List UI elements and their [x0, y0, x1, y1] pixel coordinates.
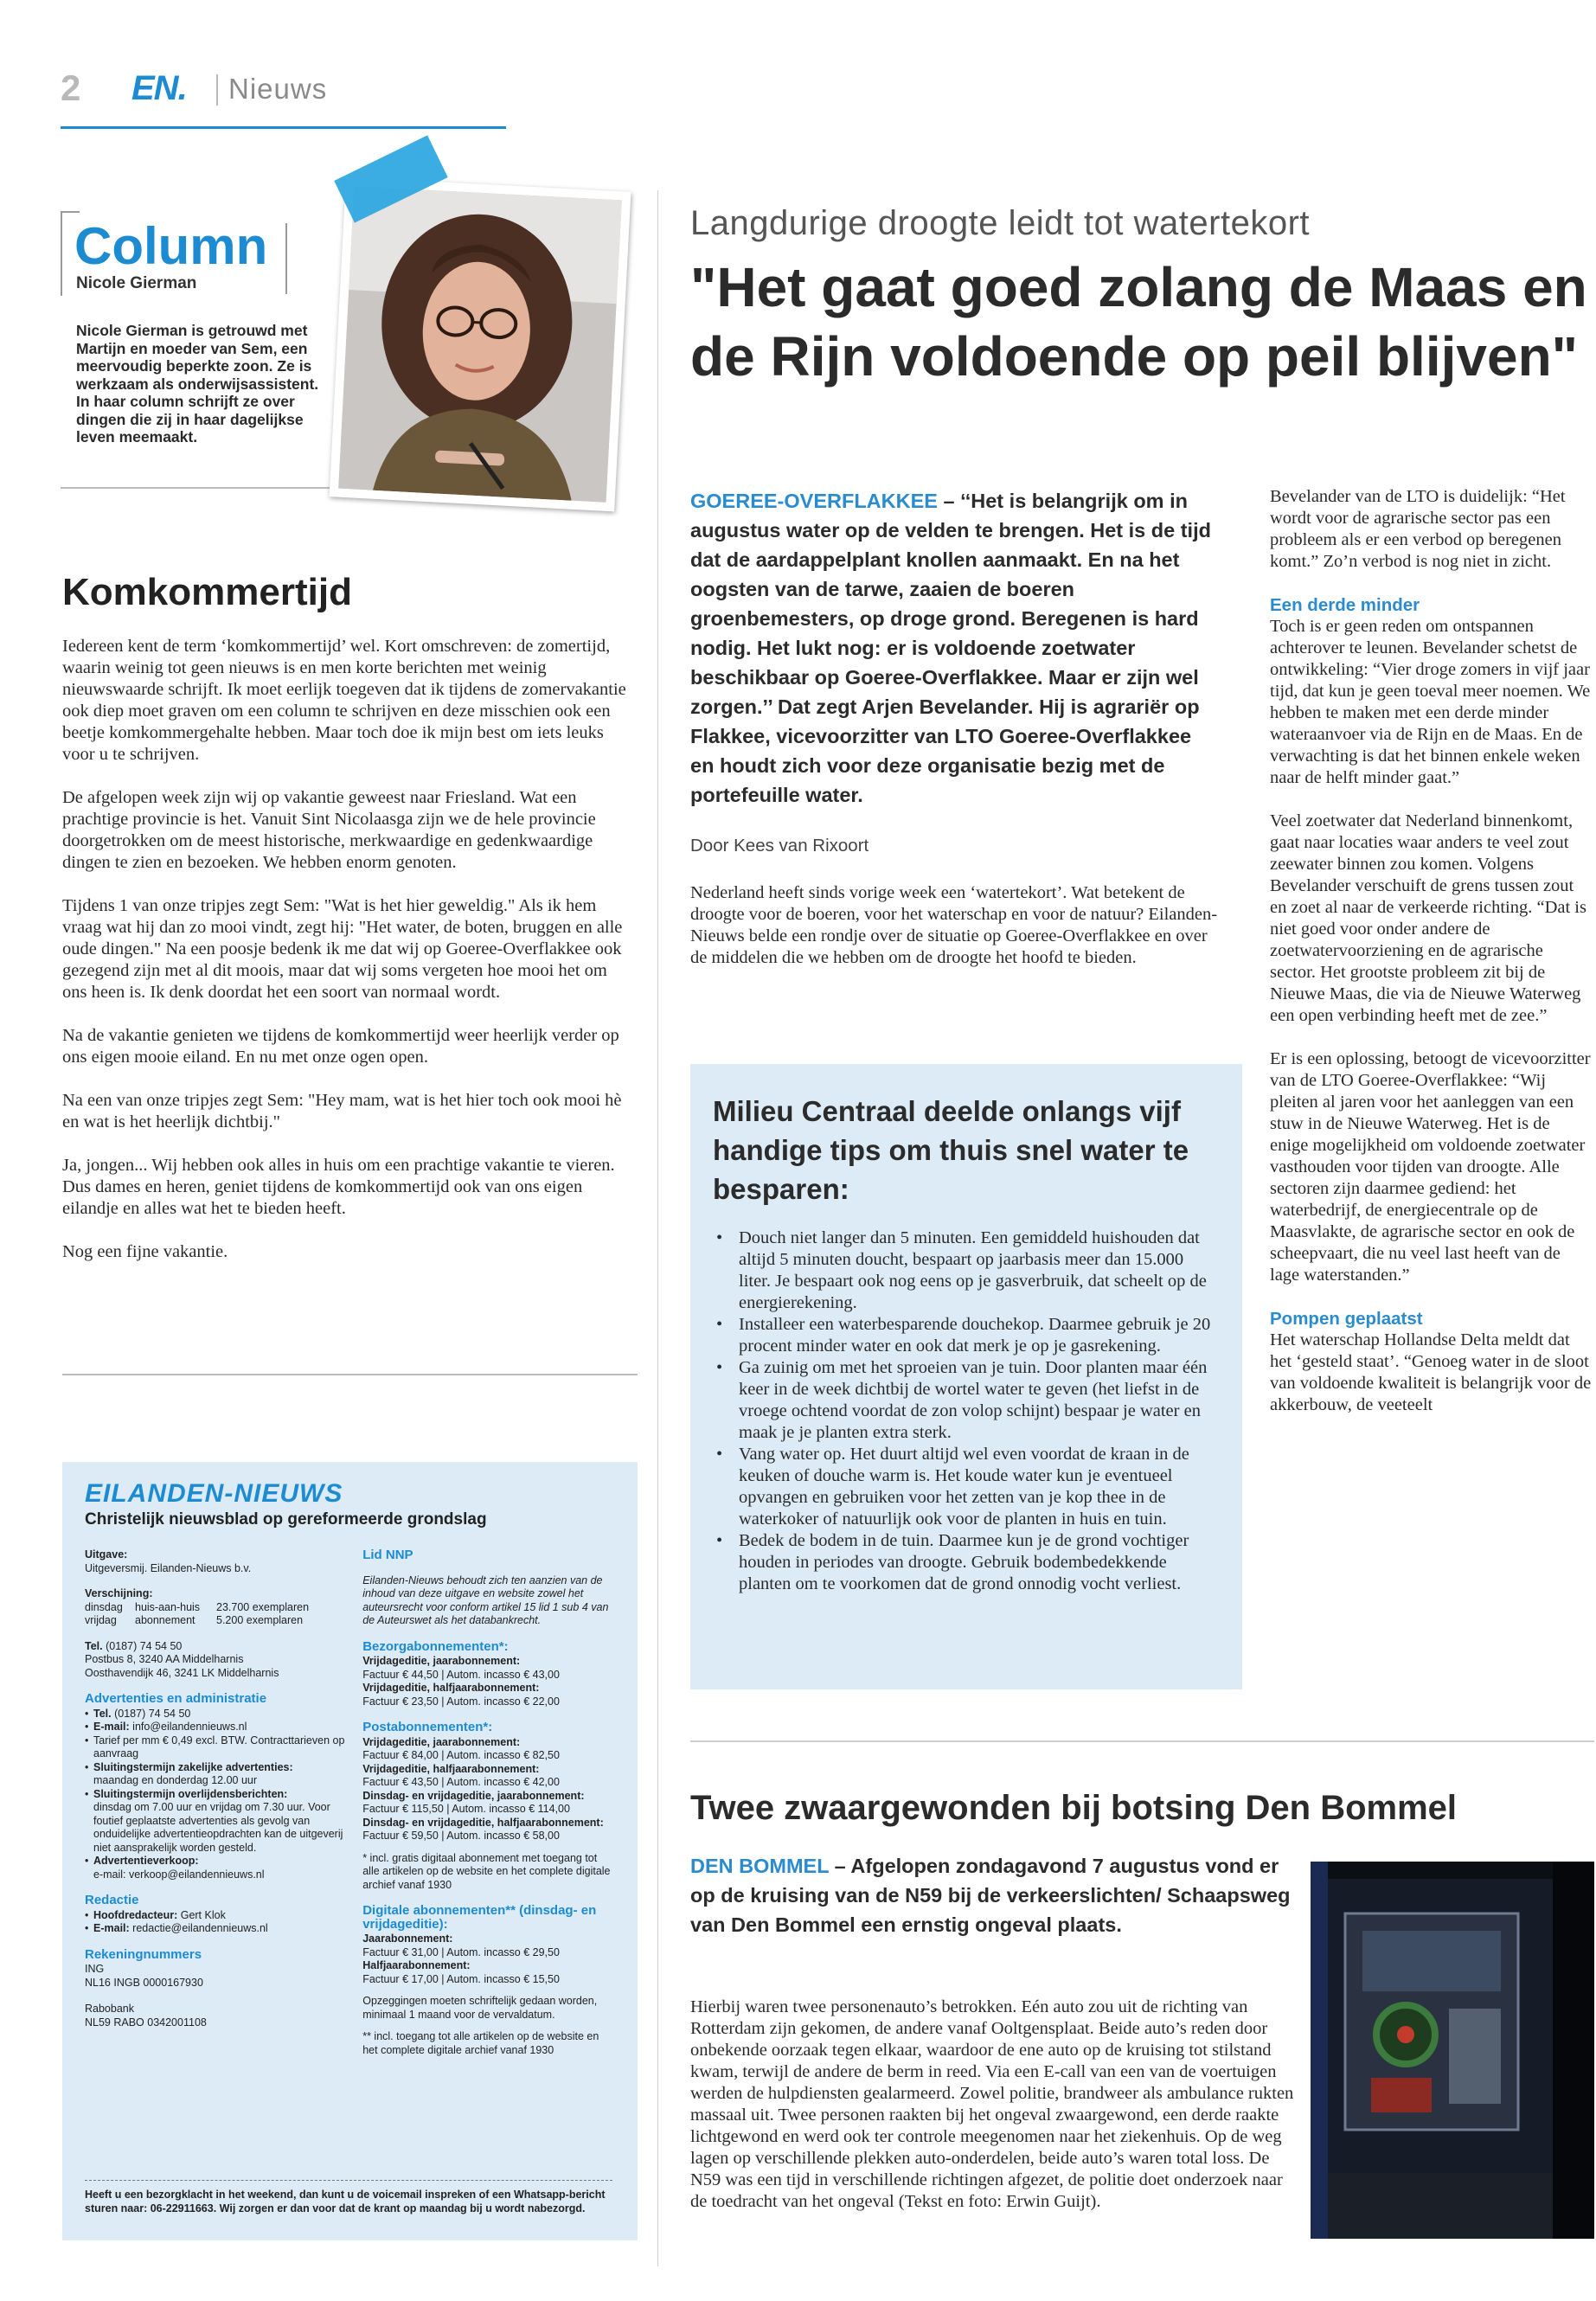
column-author: Nicole Gierman: [76, 274, 197, 292]
uitgave-value: Uitgeversmij. Eilanden-Nieuws b.v.: [85, 1561, 252, 1574]
rekening-line: NL59 RABO 0342001108: [85, 2016, 207, 2029]
article-paragraph: Bevelander van de LTO is duidelijk: “Het wordt voor de agrarische sector pas een probleem als er een verbod op beregenen komt.” Zo’n verbod is nog niet in zicht.: [1270, 487, 1566, 571]
article2-lead: [690, 1851, 1296, 1939]
price-label: Halfjaarabonnement:: [362, 1959, 471, 1971]
article2-dateline: DEN BOMMEL: [690, 1855, 830, 1877]
article-paragraph: Er is een oplossing, betoogt de vicevoorzitter van de LTO Goeree-Overflakkee: “Wij pleiten al jaren voor het aanleggen van een stuw in de Nieuwe Waterweg. Het is de enige mogelijkheid om voldoende zoetwater vasthouden voor tijden van droogte. Alle sectoren zijn daarmee gediend: het waterbedrijf, de energiecentrale op de Maasvlakte, de agrarische sector en ook de scheepvaart, die nu veel last heeft van de lage waterstanden.”: [1270, 1049, 1591, 1285]
post-heading: Postabonnementen*:: [362, 1720, 493, 1734]
address-line: Postbus 8, 3240 AA Middelharnis: [85, 1653, 244, 1665]
column-paragraph: Na een van onze tripjes zegt Sem: "Hey mam, wat is het hier toch ook mooi hè en wat is het heerlijk dichtbij.": [62, 1091, 622, 1131]
price-value: Factuur € 115,50 | Autom. incasso € 114,00: [362, 1803, 570, 1815]
article-right-column: [1270, 486, 1592, 1438]
price-label: Vrijdageditie, jaarabonnement:: [362, 1655, 521, 1667]
price-value: Factuur € 43,50 | Autom. incasso € 42,00: [362, 1776, 560, 1788]
colophon-subtitle: Christelijk nieuwsblad op gereformeerde grondslag: [85, 1510, 487, 1529]
post-note: * incl. gratis digitaal abonnement met toegang tot alle artikelen op de website en het complete digitale archief vanaf 1930: [362, 1851, 611, 1891]
digi-note: ** incl. toegang tot alle artikelen op de website en het complete digitale archief vanaf 1930: [362, 2030, 599, 2056]
article-headline[interactable]: "Het gaat goed zolang de Maas en de Rijn voldoende op peil blijven": [690, 256, 1587, 388]
article-subheading: Een derde minder: [1270, 595, 1420, 615]
accident-photo-image: [1311, 1862, 1594, 2239]
page-number: 2: [61, 67, 81, 108]
brand-logo[interactable]: EN.: [131, 69, 187, 107]
column-frame-top: [61, 211, 80, 213]
column-paragraph: Iedereen kent de term ‘komkommertijd’ wel. Kort omschreven: de zomertijd, waarin weinig tot geen nieuws is en men korte berichten met weinig nieuwswaarde schrijft. Ik moet eerlijk toegeven dat ik tijdens de zomervakantie ook diep moet graven om een column te schrijven en deze misschien ook een beetje komkommergehalte hebben. Maar toch doe ik mijn best om iets leuks voor u te schrijven.: [62, 637, 626, 764]
price-value: Factuur € 44,50 | Autom. incasso € 43,00: [362, 1668, 560, 1681]
price-value: Factuur € 59,50 | Autom. incasso € 58,00: [362, 1830, 560, 1842]
column-frame-divider: [285, 223, 287, 294]
colophon-left-column: [85, 1548, 354, 2069]
colophon-box: [62, 1462, 638, 2240]
price-label: Vrijdageditie, halfjaarabonnement:: [362, 1682, 540, 1694]
adv-item: • Tarief per mm € 0,49 excl. BTW. Contracttarieven op aanvraag: [85, 1734, 354, 1761]
verschijning-row: dinsdag huis-aan-huis 23.700 exemplaren: [85, 1600, 310, 1613]
uitgave-label: Uitgave:: [85, 1548, 128, 1561]
article-lead-text: – ‘‘Het is belangrijk om in augustus water op de velden te brengen. Het is de tijd dat de aardappelplant knollen aanmaakt. En na het oogsten van de tarwe, zaaien de boeren groenbemesters, op droge grond. Beregenen is hard nodig. Het lukt nog: er is voldoende zoetwater beschikbaar op Goeree-Overflakkee. Maar er zijn wel zorgen.’’ Dat zegt Arjen Bevelander. Hij is agrariër op Flakkee, vicevoorzitter van LTO Goeree-Overflakkee en houdt zich voor deze organisatie bezig met de portefeuille water.: [690, 490, 1211, 806]
advertenties-heading: Advertenties en administratie: [85, 1691, 267, 1706]
column-end-rule: [62, 1374, 638, 1375]
tip-item: • Vang water op. Het duurt altijd wel even voordat de kraan in de keuken of douche warm is. Het koude water kun je eventueel opvangen en gebruiken voor het zetten van je kop thee in de waterkoker of natuurlijk ook voor de planten in huis en tuin.: [713, 1444, 1220, 1530]
adv-item[interactable]: • Tel. (0187) 74 54 50: [85, 1708, 354, 1721]
header-divider: [216, 74, 218, 106]
tip-item: • Installeer een waterbesparende douchekop. Daarmee gebruik je 20 procent minder water en ook dat merk je op je gasrekening.: [713, 1314, 1220, 1357]
price-value: Factuur € 84,00 | Autom. incasso € 82,50: [362, 1749, 560, 1761]
price-label: Jaarabonnement:: [362, 1932, 453, 1945]
address-line: Oosthavendijk 46, 3241 LK Middelharnis: [85, 1666, 279, 1679]
author-portrait-image: [338, 186, 622, 503]
article-kicker: Langdurige droogte leidt tot watertekort: [690, 204, 1310, 242]
colophon-footer: Heeft u een bezorgklacht in het weekend, dan kunt u de voicemail inspreken of een Whatsapp-bericht sturen naar: 06-22911663. Wij zorgen er dan voor dat de krant op maandag bij u wordt nabezorgd.: [85, 2180, 612, 2215]
column-bio: Nicole Gierman is getrouwd met Martijn en moeder van Sem, een meervoudig beperkte zoon. Ze is werkzaam als onderwijsassistent. In haar column schrijft ze over dingen die zij in haar dagelijkse leven meemaakt.: [76, 322, 319, 445]
phone-line[interactable]: Tel. (0187) 74 54 50: [85, 1639, 183, 1652]
colophon-logo: EILANDEN-NIEUWS: [85, 1479, 343, 1508]
tips-box: [690, 1064, 1242, 1689]
author-photo: [330, 177, 631, 512]
adv-item[interactable]: • Advertentieverkoop: e-mail: verkoop@eilandennieuws.nl: [85, 1855, 354, 1881]
price-label: Dinsdag- en vrijdageditie, halfjaarabonnement:: [362, 1816, 604, 1829]
digi-heading: Digitale abonnementen** (dinsdag- en vrijdageditie):: [362, 1903, 597, 1932]
tip-item: • Douch niet langer dan 5 minuten. Een gemiddeld huishouden dat altijd 5 minuten doucht, bespaart op jaarbasis meer dan 15.000 liter. Je bespaart ook nog eens op je gasverbruik, dat scheelt op de energierekening.: [713, 1227, 1220, 1314]
column-body: [62, 636, 633, 1285]
redactie-item[interactable]: • E-mail: redactie@eilandennieuws.nl: [85, 1922, 354, 1936]
redactie-heading: Redactie: [85, 1893, 139, 1907]
column-paragraph: Tijdens 1 van onze tripjes zegt Sem: "Wat is het hier geweldig." Als ik hem vraag wat hij dan zo mooi vindt, zegt hij: "Het water, de boten, bruggen en alle oude dingen." Na een poosje bedenk ik me dat wij op Goeree-Overflakkee ook gezegend zijn met al dit moois, maar dat wij soms vergeten hoe mooi het om ons heen is. Ik denk doordat het een soort van normaal wordt.: [62, 896, 623, 1002]
column-paragraph: Nog een fijne vakantie.: [62, 1242, 228, 1261]
adv-item: • Sluitingstermijn zakelijke advertenties: maandag en donderdag 12.00 uur: [85, 1761, 354, 1788]
article-intro: Nederland heeft sinds vorige week een ‘watertekort’. Wat betekent de droogte voor de boeren, voor het waterschap en voor de natuur? Eilanden-Nieuws belde een rondje over de situatie op Goeree-Overflakkee en over de middelen die we hebben om de droogte het hoofd te bieden.: [690, 883, 1218, 967]
column-paragraph: Ja, jongen... Wij hebben ook alles in huis om een prachtige vakantie te vieren. Dus dames en heren, geniet tijdens de komkommertijd ook van ons eigen eilandje en alles wat het te bieden heeft.: [62, 1156, 615, 1218]
column-label: Column: [74, 217, 268, 275]
verschijning-row: vrijdag abonnement 5.200 exemplaren: [85, 1614, 304, 1626]
tip-item: • Bedek de bodem in de tuin. Daarmee kun je de grond vochtiger houden in periodes van droogte. Gebruik bodembedekkende planten om te voorkomen dat de grond onnodig vocht verliest.: [713, 1530, 1220, 1595]
article2-headline[interactable]: Twee zwaargewonden bij botsing Den Bommel: [690, 1789, 1458, 1827]
lid-heading: Lid NNP: [362, 1548, 413, 1562]
price-value: Factuur € 17,00 | Autom. incasso € 15,50: [362, 1972, 560, 1985]
price-value: Factuur € 31,00 | Autom. incasso € 29,50: [362, 1945, 560, 1958]
lid-text: Eilanden-Nieuws behoudt zich ten aanzien van de inhoud van deze uitgave en website zowel het auteursrecht voor conform artikel 15 lid 1 sub 4 van de Auteurswet als het databankrecht.: [362, 1574, 609, 1626]
colophon-right-column: [362, 1548, 615, 2069]
column-bio-rule: [61, 487, 337, 489]
article-paragraph: Veel zoetwater dat Nederland binnenkomt, gaat naar locaties waar anders te veel zout zeewater binnen zou komen. Volgens Bevelander verschuift de grens tussen zout en zoet al naar de verkeerde richting. “Dat is niet goed voor onder andere de zoetwatervoorziening en de agrarische sector. Het grootste probleem zit bij de Nieuwe Maas, die via de Nieuwe Waterweg een open verbinding heeft met de zee.”: [1270, 811, 1586, 1025]
article-paragraph: Toch is er geen reden om ontspannen achterover te leunen. Bevelander schetst de ontwikkeling: “Vier droge zomers in vijf jaar tijd, dat kun je geen toeval meer noemen. We hebben te maken met een derde minder wateraanvoer via de Rijn en de Maas. En de verwachting is dat het binnen enkele weken naar de helft minder gaat.”: [1270, 617, 1591, 787]
article-paragraph: Het waterschap Hollandse Delta meldt dat het ‘gesteld staat’. “Genoeg water in de sloot van voldoende kwaliteit is belangrijk voor de akkerbouw, de veeteelt: [1270, 1330, 1592, 1414]
price-value: Factuur € 23,50 | Autom. incasso € 22,00: [362, 1695, 560, 1708]
rekening-heading: Rekeningnummers: [85, 1946, 202, 1962]
article2-body: Hierbij waren twee personenauto’s betrokken. Eén auto zou uit de richting van Rotterdam zijn gekomen, de andere vanaf Ooltgensplaat. Beide auto’s reden door onbekende oorzaak tegen elkaar, waardoor de ene auto op de kruising tot stilstand kwam, terwijl de andere de berm in reed. Via een E-call van een van de voertuigen werden de hulpdiensten gealarmeerd. Zowel politie, brandweer als ambulance rukten massaal uit. Twee personen raakten bij het ongeval zwaargewond, een derde raakte lichtgewond en werd ook ter controle meegenomen naar het ziekenhuis. Op de weg lagen op verschillende plekken auto-onderdelen, beide auto’s waren total loss. De N59 was een tijd in verschillende richtingen afgezet, de politie doet onderzoek naar de toedracht van het ongeval (Tekst en foto: Erwin Guijt).: [690, 1997, 1294, 2211]
price-label: Vrijdageditie, jaarabonnement:: [362, 1735, 521, 1748]
redactie-item: • Hoofdredacteur: Gert Klok: [85, 1909, 354, 1923]
tip-item: • Ga zuinig om met het sproeien van je tuin. Door planten maar één keer in de week dichtbij de wortel water te geven (het liefst in de vroege ochtend voordat de zon volop schijnt) bespaar je water en maak je je planten extra sterk.: [713, 1357, 1220, 1444]
column-frame-left: [61, 211, 62, 296]
column-title: Komkommertijd: [62, 571, 352, 613]
article-separator: [690, 1740, 1594, 1742]
article-dateline: GOEREE-OVERFLAKKEE: [690, 490, 938, 512]
price-label: Dinsdag- en vrijdageditie, jaarabonnement:: [362, 1789, 585, 1802]
article-lead: [690, 486, 1220, 810]
column-separator: [657, 190, 658, 2266]
rekening-line: NL16 INGB 0000167930: [85, 1976, 203, 1989]
column-paragraph: De afgelopen week zijn wij op vakantie geweest naar Friesland. Wat een prachtige provincie is het. Vanuit Sint Nicolaasga zijn we de hele provincie doorgetrokken om de meest historische, merkwaardige en gedenkwaardige dingen te zien en bezoeken. We hebben enorm genoten.: [62, 788, 596, 872]
column-paragraph: Na de vakantie genieten we tijdens de komkommertijd weer heerlijk verder op ons eigen mooie eiland. En nu met onze ogen open.: [62, 1026, 619, 1067]
rekening-line: Rabobank: [85, 2003, 134, 2015]
verschijning-label: Verschijning:: [85, 1587, 153, 1599]
header-rule: [61, 126, 506, 129]
tips-list: [713, 1227, 1220, 1595]
article-byline: Door Kees van Rixoort: [690, 836, 869, 856]
bezorg-heading: Bezorgabonnementen*:: [362, 1638, 509, 1654]
article-subheading: Pompen geplaatst: [1270, 1309, 1423, 1329]
adv-item: • Sluitingstermijn overlijdensberichten: dinsdag om 7.00 uur en vrijdag om 7.30 uur. Voor foutief geplaatste advertenties als gevolg van onduidelijke advertentieopdrachten kan de uitgeverij niet aansprakelijk worden gesteld.: [85, 1788, 354, 1856]
tips-title: Milieu Centraal deelde onlangs vijf handige tips om thuis snel water te besparen:: [713, 1095, 1189, 1205]
article2-lead-text: – Afgelopen zondagavond 7 augustus vond er op de kruising van de N59 bij de verkeerslichten/ Schaapsweg van Den Bommel een ernstig ongeval plaats.: [690, 1855, 1291, 1936]
opzeg-text: Opzeggingen moeten schriftelijk gedaan worden, minimaal 1 maand voor de vervaldatum.: [362, 1995, 598, 2021]
section-title: Nieuws: [228, 73, 328, 105]
accident-photo: [1311, 1862, 1594, 2239]
adv-item[interactable]: • E-mail: info@eilandennieuws.nl: [85, 1721, 354, 1734]
rekening-line: ING: [85, 1963, 105, 1975]
price-label: Vrijdageditie, halfjaarabonnement:: [362, 1762, 540, 1775]
